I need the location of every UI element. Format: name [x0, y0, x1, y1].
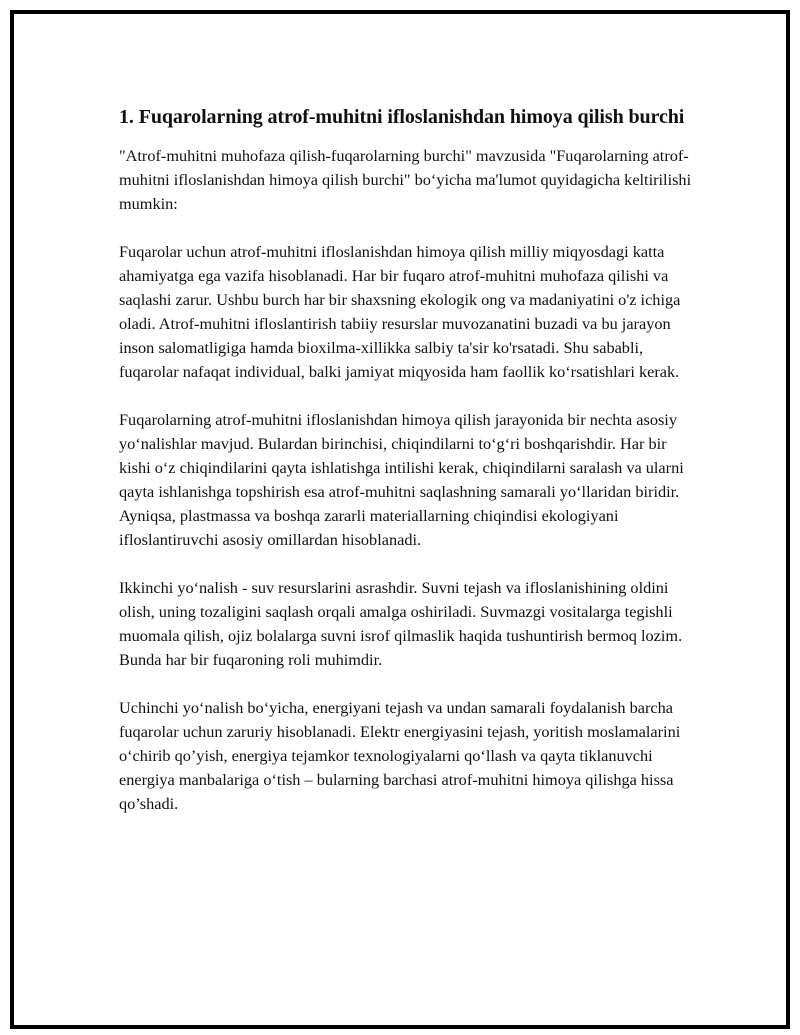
paragraph-intro: "Atrof-muhitni muhofaza qilish-fuqarolarning burchi" mavzusida "Fuqarolarning atrof-muhitni ifloslanishdan himoya qilish burchi" bo‘yicha ma'lumot quyidagicha keltirilishi mumkin: [119, 146, 692, 213]
paragraph-waste-management: Fuqarolarning atrof-muhitni ifloslanishdan himoya qilish jarayonida bir nechta asosiy yo‘nalishlar mavjud. Bulardan birinchisi, chiqindilarni to‘g‘ri boshqarishdir. Har bir kishi o‘z chiqindilarini qayta ishlatishga intilishi kerak, chiqindilarni saralash va ularni qayta ishlanishga topshirish esa atrof-muhitni saqlashning samarali yo‘llaridan biridir. Ayniqsa, plastmassa va boshqa zararli materiallarning chiqindisi ekologiyani ifloslantiruvchi asosiy omillardan hisoblanadi. [119, 410, 684, 549]
paragraph-energy-saving: Uchinchi yo‘nalish bo‘yicha, energiyani tejash va undan samarali foydalanish barcha fuqarolar uchun zaruriy hisoblanadi. Elektr energiyasini tejash, yoritish moslamalarini o‘chirib qo’yish, energiya tejamkor texnologiyalarni qo‘llash va qayta tiklanuvchi energiya manbalariga o‘tish – bularning barchasi atrof-muhitni himoya qilishga hissa qo’shadi. [119, 698, 681, 813]
paragraph-importance: Fuqarolar uchun atrof-muhitni ifloslanishdan himoya qilish milliy miqyosdagi katta ahamiyatga ega vazifa hisoblanadi. Har bir fuqaro atrof-muhitni muhofaza qilishi va saqlashi zarur. Ushbu burch har bir shaxsning ekologik ong va madaniyatini o'z ichiga oladi. Atrof-muhitni ifloslantirish tabiiy resurslar muvozanatini buzadi va bu jarayon inson salomatligiga hamda bioxilma-xillikka salbiy ta'sir ko'rsatadi. Shu sababli, fuqarolar nafaqat individual, balki jamiyat miqyosida ham faollik ko‘rsatishlari kerak. [119, 242, 681, 381]
page-frame [10, 10, 790, 1029]
document-title: 1. Fuqarolarning atrof-muhitni ifloslanishdan himoya qilish burchi [119, 106, 685, 128]
paragraph-water-resources: Ikkinchi yo‘nalish - suv resurslarini asrashdir. Suvni tejash va ifloslanishining oldini olish, uning tozaligini saqlash orqali amalga oshiriladi. Suvmazgi vositalarga tegishli muomala qilish, ojiz bolalarga suvni isrof qilmaslik haqida tushuntirish bermoq lozim. Bunda har bir fuqaroning roli muhimdir. [119, 578, 683, 669]
document-body [119, 104, 694, 840]
